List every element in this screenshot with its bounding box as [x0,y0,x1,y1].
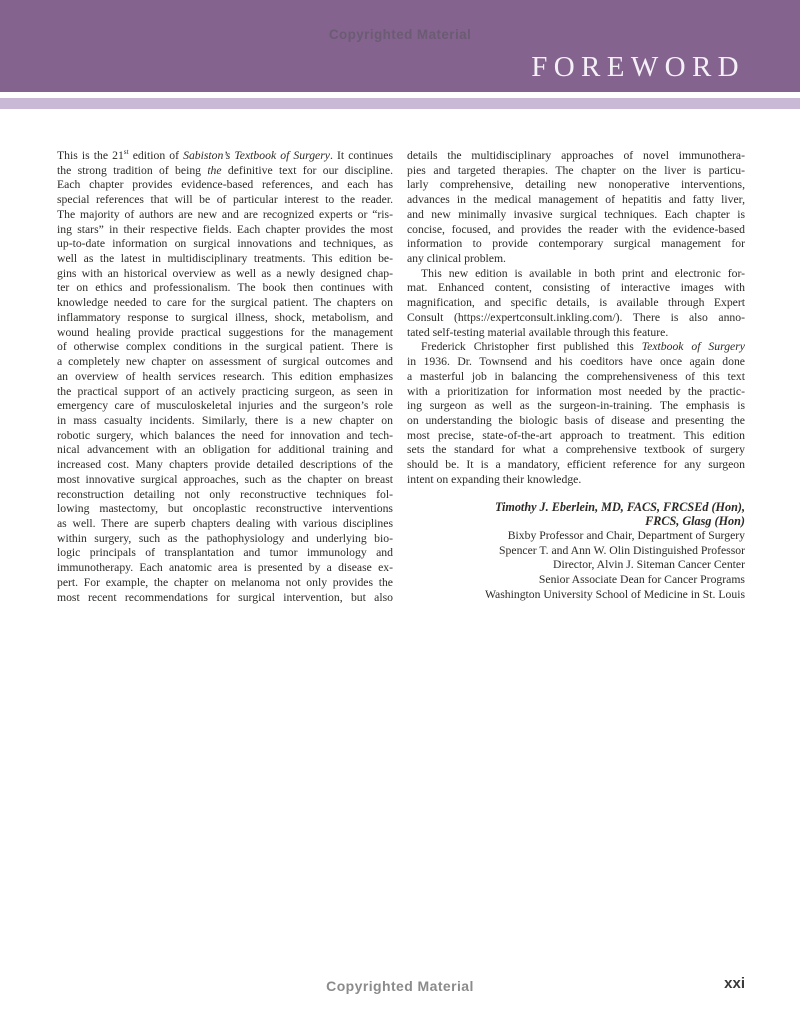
text-line: mat. Enhanced content, consisting of interactive images with [407,281,745,295]
text-line: This is the 21st edition of Sabiston’s Textbook of Surgery. It continues [57,148,393,162]
text-line: with a prioritization for information most needed by the practic- [407,384,745,398]
text-line: up-to-date information on surgical innovations and techniques, as [57,237,393,251]
page-title: FOREWORD [531,51,745,83]
text-line: nical advancement with an obligation for additional training and [57,443,393,457]
text-line: emergency care of musculoskeletal injuries and the surgeon’s role [57,399,393,413]
text-line: details the multidisciplinary approaches of novel immunothera- [407,149,745,162]
text-line: Frederick Christopher first published this Textbook of Surgery [421,340,745,354]
text-line: as well. There are superb chapters dealing with various disciplines [57,516,393,530]
text-line: immunotherapy. Each anatomic area is presented by a disease ex- [57,561,393,575]
footer-copyright-notice: Copyrighted Material [326,978,474,994]
text-line: Senior Associate Dean for Cancer Programs [538,573,745,587]
text-line: the strong tradition of being the definitive text for our discipline. [57,163,393,177]
right-text-column [407,149,745,605]
text-line: well as the latest in multidisciplinary treatments. This edition be- [57,252,393,266]
text-line: information to provide contemporary surgical management for [407,237,745,251]
text-line: robotic surgery, which balances the need for innovation and tech- [57,428,393,442]
text-line: larly comprehensive, detailing new nonoperative interventions, [407,178,745,192]
text-line: lowing mastectomy, but oncoplastic reconstructive interventions [57,502,393,516]
text-line: FRCS, Glasg (Hon) [645,514,745,529]
text-line: most recent recommendations for surgical intervention, but also [57,590,393,604]
paragraph-3 [407,340,745,487]
left-text-column [57,149,393,605]
text-line: Bixby Professor and Chair, Department of Surgery [507,528,745,542]
text-line: and new minimally invasive surgical techniques. Each chapter is [407,207,745,221]
text-line: magnification, and specific details, is available through Expert [407,296,745,310]
text-line: pert. For example, the chapter on melanoma not only provides the [57,575,393,589]
author-signature-block [407,500,745,603]
text-line: most precise, state-of-the-art approach to treatment. This edition [407,428,745,442]
text-line: in 1936. Dr. Townsend and his coeditors have once again done [407,355,745,369]
header-stripe-divider [0,98,800,109]
text-line: Consult (https://expertconsult.inkling.com/). There is also anno- [407,310,745,324]
text-line: special references that will be of particular interest to the reader. [57,193,393,207]
text-line: increased cost. Many chapters provide detailed descriptions of the [57,458,393,472]
text-line: of otherwise complex conditions in the surgical patient. There is [57,340,393,354]
text-line: ing stars” in their respective fields. Each chapter provides the most [57,222,393,236]
text-line: an overview of health services research. This edition emphasizes [57,369,393,383]
text-line: knowledge needed to care for the surgical patient. The chapters on [57,296,393,310]
text-line: logic principals of transplantation and tumor immunology and [57,546,393,560]
text-line: in mass casualty incidents. Similarly, there is a new chapter on [57,413,393,427]
text-line: on understanding the biologic basis of disease and presenting the [407,413,745,427]
text-line: inflammatory response to surgical illness, shock, metabolism, and [57,310,393,324]
page-number: xxi [724,975,745,992]
text-line: intent on expanding their knowledge. [407,472,582,486]
text-line: ter on ethics and professionalism. The book then continues with [57,281,393,295]
header-banner [0,0,800,92]
text-line: gins with an historical overview as well as a newly designed chap- [57,266,393,280]
text-line: reconstruction detailing not only reconstructive techniques fol- [57,487,393,501]
paragraph-1 [407,149,745,267]
text-line: tated self-testing material available through this feature. [407,325,669,339]
text-line: a masterful job in balancing the comprehensiveness of this text [407,369,745,383]
text-line: sets the standard for what a comprehensive textbook of surgery [407,443,745,457]
text-line: This new edition is available in both print and electronic for- [421,266,745,280]
text-line: should be. It is a mandatory, efficient reference for any surgeon [407,458,745,472]
text-line: concise, focused, and provides the reader with the evidence-based [407,222,745,236]
text-line: a completely new chapter on assessment of surgical outcomes and [57,355,393,369]
text-line: Spencer T. and Ann W. Olin Distinguished Professor [499,543,745,557]
text-line: Each chapter provides evidence-based references, and each has [57,178,393,192]
text-line: Director, Alvin J. Siteman Cancer Center [553,558,745,572]
text-line: Timothy J. Eberlein, MD, FACS, FRCSEd (Hon), [494,499,745,514]
text-line: pies and targeted therapies. The chapter on the liver is particu- [407,163,745,177]
text-line: the practical support of an actively practicing surgeon, as seen in [57,384,393,398]
text-line: The majority of authors are new and are recognized experts or “ris- [57,207,393,221]
text-line: Washington University School of Medicine in St. Louis [484,587,745,601]
text-line: most innovative surgical approaches, such as the chapter on breast [57,472,393,486]
header-copyright-notice: Copyrighted Material [328,27,472,42]
text-line: wound healing provide practical suggestions for the management [57,325,393,339]
text-line: any clinical problem. [407,252,506,266]
body-columns [57,149,745,605]
text-line: ing surgeon as well as the surgeon-in-training. The emphasis is [407,399,745,413]
text-line: within surgery, such as the pathophysiology and underlying bio- [57,531,393,545]
paragraph-2 [407,267,745,341]
text-line: advances in the medical management of hepatitis and fatty liver, [407,193,745,207]
